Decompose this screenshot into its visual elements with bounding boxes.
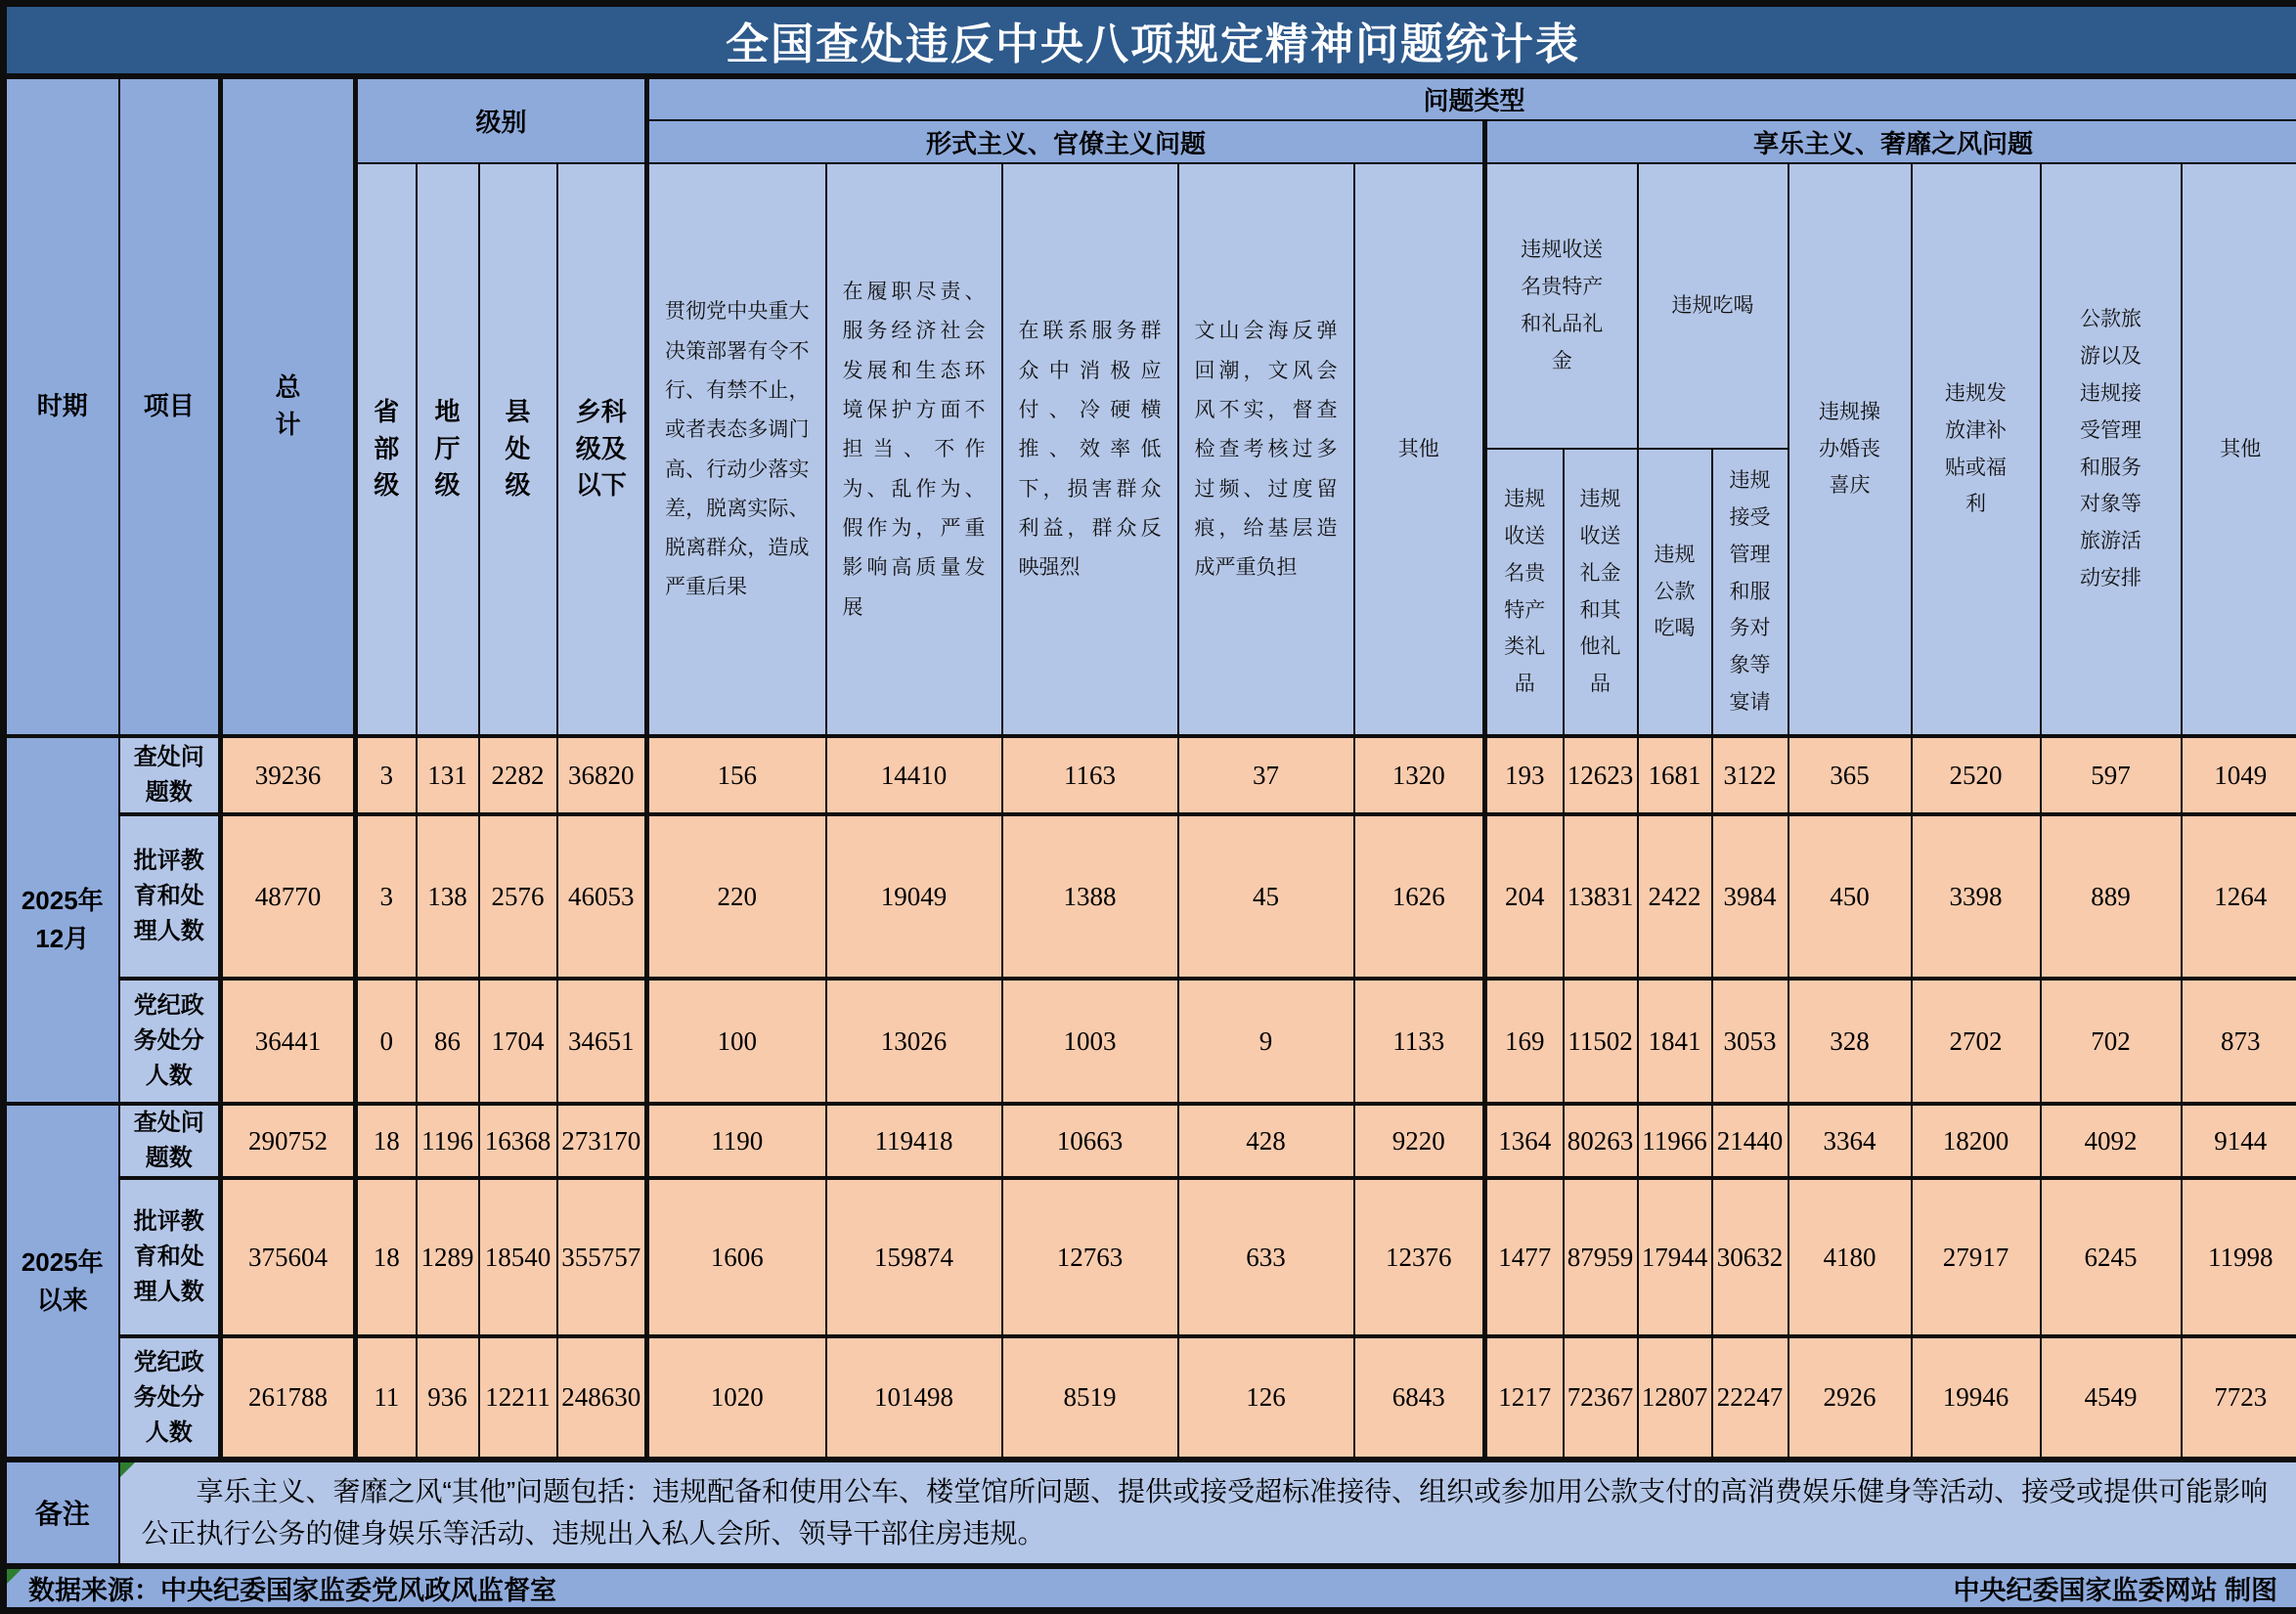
value-cell: 3364 xyxy=(1788,1104,1912,1178)
header-level-prefecture: 地厅级 xyxy=(417,163,479,736)
value-cell: 1049 xyxy=(2182,736,2296,814)
header-item: 项目 xyxy=(119,76,221,736)
value-cell: 9 xyxy=(1178,979,1354,1104)
value-cell: 12623 xyxy=(1564,736,1638,814)
value-cell: 450 xyxy=(1788,814,1912,979)
value-cell: 7723 xyxy=(2182,1336,2296,1460)
value-cell: 936 xyxy=(417,1336,479,1460)
value-cell: 45 xyxy=(1178,814,1354,979)
value-cell: 4092 xyxy=(2041,1104,2182,1178)
header-level-group: 级别 xyxy=(356,76,647,163)
page-title: 全国查处违反中央八项规定精神问题统计表 xyxy=(4,4,2296,77)
value-cell: 27917 xyxy=(1912,1178,2041,1336)
value-cell: 428 xyxy=(1178,1104,1354,1178)
value-cell: 30632 xyxy=(1712,1178,1788,1336)
value-cell: 4180 xyxy=(1788,1178,1912,1336)
value-cell: 290752 xyxy=(221,1104,356,1178)
value-cell: 22247 xyxy=(1712,1336,1788,1460)
item-cell: 党纪政务处分人数 xyxy=(119,1336,221,1460)
header-total: 总计 xyxy=(221,76,356,736)
credit: 中央纪委国家监委网站 制图 xyxy=(1953,1569,2277,1607)
value-cell: 1003 xyxy=(1002,979,1178,1104)
value-cell: 10663 xyxy=(1002,1104,1178,1178)
value-cell: 6245 xyxy=(2041,1178,2182,1336)
value-cell: 328 xyxy=(1788,979,1912,1104)
value-cell: 0 xyxy=(356,979,417,1104)
value-cell: 12211 xyxy=(479,1336,557,1460)
value-cell: 2282 xyxy=(479,736,557,814)
value-cell: 86 xyxy=(417,979,479,1104)
data-source: 数据来源：中央纪委国家监委党风政风监督室 xyxy=(28,1569,556,1607)
item-cell: 批评教育和处理人数 xyxy=(119,1178,221,1336)
source-bar xyxy=(4,1566,2296,1611)
value-cell: 1841 xyxy=(1638,979,1712,1104)
header-hedonism-group: 享乐主义、奢靡之风问题 xyxy=(1485,120,2296,163)
header-level-township: 乡科级及以下 xyxy=(557,163,647,736)
value-cell: 193 xyxy=(1485,736,1564,814)
value-cell: 101498 xyxy=(826,1336,1002,1460)
value-cell: 1190 xyxy=(647,1104,826,1178)
value-cell: 3 xyxy=(356,736,417,814)
header-formalism-col-3: 在联系服务群众中消极应付、冷硬横推、效率低下，损害群众利益，群众反映强烈 xyxy=(1002,163,1178,736)
period-cell-dec: 2025年12月 xyxy=(4,736,119,1104)
value-cell: 1704 xyxy=(479,979,557,1104)
note-label: 备注 xyxy=(4,1460,119,1566)
period-cell-ytd: 2025年以来 xyxy=(4,1104,119,1460)
note-text: 享乐主义、奢靡之风“其他”问题包括：违规配备和使用公车、楼堂馆所问题、提供或接受超标准接待、组织或参加用公款支付的高消费娱乐健身等活动、接受或提供可能影响公正执行公务的健身娱乐等活动、违规出入私人会所、领导干部住房违规。 xyxy=(119,1460,2296,1566)
value-cell: 126 xyxy=(1178,1336,1354,1460)
value-cell: 3984 xyxy=(1712,814,1788,979)
value-cell: 13026 xyxy=(826,979,1002,1104)
value-cell: 1020 xyxy=(647,1336,826,1460)
header-level-county: 县处级 xyxy=(479,163,557,736)
item-cell: 查处问题数 xyxy=(119,736,221,814)
header-hedonism-other: 其他 xyxy=(2182,163,2296,736)
value-cell: 46053 xyxy=(557,814,647,979)
value-cell: 4549 xyxy=(2041,1336,2182,1460)
header-formalism-col-1: 贯彻党中央重大决策部署有令不行、有禁不止，或者表态多调门高、行动少落实差，脱离实际、脱离群众，造成严重后果 xyxy=(647,163,826,736)
header-problem-type-group: 问题类型 xyxy=(647,76,2296,120)
value-cell: 48770 xyxy=(221,814,356,979)
value-cell: 3053 xyxy=(1712,979,1788,1104)
value-cell: 9220 xyxy=(1354,1104,1485,1178)
value-cell: 261788 xyxy=(221,1336,356,1460)
value-cell: 11 xyxy=(356,1336,417,1460)
value-cell: 873 xyxy=(2182,979,2296,1104)
value-cell: 19049 xyxy=(826,814,1002,979)
value-cell: 1606 xyxy=(647,1178,826,1336)
value-cell: 597 xyxy=(2041,736,2182,814)
header-dining-col-1: 违规公款吃喝 xyxy=(1638,449,1712,736)
header-dining-col-2: 违规接受管理和服务对象等宴请 xyxy=(1712,449,1788,736)
header-period: 时期 xyxy=(4,76,119,736)
value-cell: 119418 xyxy=(826,1104,1002,1178)
value-cell: 11966 xyxy=(1638,1104,1712,1178)
value-cell: 156 xyxy=(647,736,826,814)
value-cell: 1364 xyxy=(1485,1104,1564,1178)
value-cell: 13831 xyxy=(1564,814,1638,979)
value-cell: 1388 xyxy=(1002,814,1178,979)
value-cell: 159874 xyxy=(826,1178,1002,1336)
header-formalism-col-4: 文山会海反弹回潮，文风会风不实，督查检查考核过多过频、过度留痕，给基层造成严重负担 xyxy=(1178,163,1354,736)
value-cell: 18 xyxy=(356,1104,417,1178)
header-gifts-col-1: 违规收送名贵特产类礼品 xyxy=(1485,449,1564,736)
value-cell: 14410 xyxy=(826,736,1002,814)
value-cell: 889 xyxy=(2041,814,2182,979)
value-cell: 16368 xyxy=(479,1104,557,1178)
value-cell: 273170 xyxy=(557,1104,647,1178)
header-wedding-col: 违规操办婚丧喜庆 xyxy=(1788,163,1912,736)
value-cell: 1289 xyxy=(417,1178,479,1336)
value-cell: 3 xyxy=(356,814,417,979)
header-formalism-col-2: 在履职尽责、服务经济社会发展和生态环境保护方面不担当、不作为、乱作为、假作为，严重影响高质量发展 xyxy=(826,163,1002,736)
value-cell: 1196 xyxy=(417,1104,479,1178)
header-formalism-group: 形式主义、官僚主义问题 xyxy=(647,120,1485,163)
header-dining-group: 违规吃喝 xyxy=(1638,163,1788,449)
value-cell: 1477 xyxy=(1485,1178,1564,1336)
value-cell: 87959 xyxy=(1564,1178,1638,1336)
value-cell: 1217 xyxy=(1485,1336,1564,1460)
item-cell: 查处问题数 xyxy=(119,1104,221,1178)
value-cell: 3122 xyxy=(1712,736,1788,814)
value-cell: 1163 xyxy=(1002,736,1178,814)
value-cell: 9144 xyxy=(2182,1104,2296,1178)
value-cell: 2576 xyxy=(479,814,557,979)
value-cell: 36441 xyxy=(221,979,356,1104)
header-allowance-col: 违规发放津补贴或福利 xyxy=(1912,163,2041,736)
value-cell: 18200 xyxy=(1912,1104,2041,1178)
value-cell: 11998 xyxy=(2182,1178,2296,1336)
value-cell: 204 xyxy=(1485,814,1564,979)
value-cell: 1626 xyxy=(1354,814,1485,979)
value-cell: 138 xyxy=(417,814,479,979)
value-cell: 3398 xyxy=(1912,814,2041,979)
value-cell: 1681 xyxy=(1638,736,1712,814)
value-cell: 2926 xyxy=(1788,1336,1912,1460)
item-cell: 党纪政务处分人数 xyxy=(119,979,221,1104)
value-cell: 72367 xyxy=(1564,1336,1638,1460)
value-cell: 2520 xyxy=(1912,736,2041,814)
value-cell: 17944 xyxy=(1638,1178,1712,1336)
value-cell: 1320 xyxy=(1354,736,1485,814)
header-level-province: 省部级 xyxy=(356,163,417,736)
value-cell: 220 xyxy=(647,814,826,979)
value-cell: 21440 xyxy=(1712,1104,1788,1178)
value-cell: 1264 xyxy=(2182,814,2296,979)
value-cell: 12763 xyxy=(1002,1178,1178,1336)
value-cell: 1133 xyxy=(1354,979,1485,1104)
value-cell: 8519 xyxy=(1002,1336,1178,1460)
value-cell: 39236 xyxy=(221,736,356,814)
value-cell: 19946 xyxy=(1912,1336,2041,1460)
value-cell: 11502 xyxy=(1564,979,1638,1104)
value-cell: 12376 xyxy=(1354,1178,1485,1336)
header-travel-col: 公款旅游以及违规接受管理和服务对象等旅游活动安排 xyxy=(2041,163,2182,736)
value-cell: 18 xyxy=(356,1178,417,1336)
value-cell: 100 xyxy=(647,979,826,1104)
value-cell: 169 xyxy=(1485,979,1564,1104)
value-cell: 375604 xyxy=(221,1178,356,1336)
item-cell: 批评教育和处理人数 xyxy=(119,814,221,979)
value-cell: 36820 xyxy=(557,736,647,814)
value-cell: 34651 xyxy=(557,979,647,1104)
value-cell: 2422 xyxy=(1638,814,1712,979)
value-cell: 131 xyxy=(417,736,479,814)
value-cell: 6843 xyxy=(1354,1336,1485,1460)
value-cell: 365 xyxy=(1788,736,1912,814)
value-cell: 37 xyxy=(1178,736,1354,814)
value-cell: 355757 xyxy=(557,1178,647,1336)
value-cell: 633 xyxy=(1178,1178,1354,1336)
header-formalism-other: 其他 xyxy=(1354,163,1485,736)
value-cell: 2702 xyxy=(1912,979,2041,1104)
value-cell: 12807 xyxy=(1638,1336,1712,1460)
value-cell: 80263 xyxy=(1564,1104,1638,1178)
header-gifts-col-2: 违规收送礼金和其他礼品 xyxy=(1564,449,1638,736)
header-gifts-group: 违规收送名贵特产和礼品礼金 xyxy=(1485,163,1638,449)
value-cell: 18540 xyxy=(479,1178,557,1336)
value-cell: 702 xyxy=(2041,979,2182,1104)
value-cell: 248630 xyxy=(557,1336,647,1460)
